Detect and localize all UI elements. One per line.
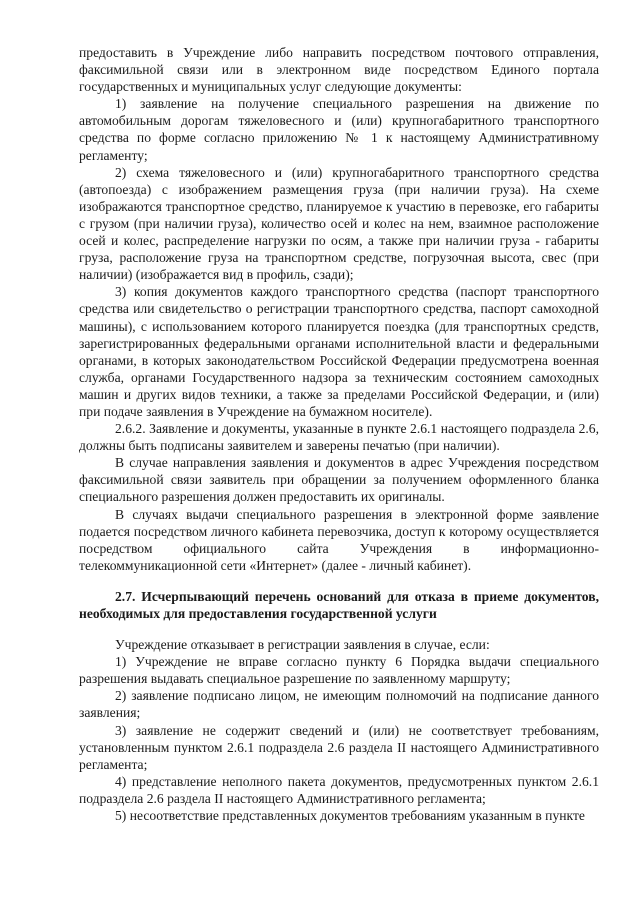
docs-list-item-1: 1) заявление на получение специального разрешения на движение по автомобильным дорогам тяжеловесного и (или) крупногабаритного транспортного средства по форме согласно приложению № 1 к настоящему Административному регламенту; (79, 96, 599, 163)
refusal-item-2: 2) заявление подписано лицом, не имеющим полномочий на подписание данного заявления; (79, 688, 599, 721)
refusal-intro: Учреждение отказывает в регистрации заявления в случае, если: (115, 637, 490, 653)
refusal-item-4: 4) представление неполного пакета документов, предусмотренных пунктом 2.6.1 подраздела 2.6 раздела II настоящего Административного регламента; (79, 773, 599, 806)
section-2-7-heading: 2.7. Исчерпывающий перечень оснований для отказа в приеме документов, необходимых для предоставления государственной услуги (79, 588, 599, 621)
paragraph-fax: В случае направления заявления и документов в адрес Учреждения посредством факсимильной связи заявитель при обращении за получением оформленного бланка специального разрешения должен предоставить их оригиналы. (79, 455, 599, 505)
paragraph-2-6-2: 2.6.2. Заявление и документы, указанные в пункте 2.6.1 настоящего подраздела 2.6, должны быть подписаны заявителем и заверены печатью (при наличии). (79, 421, 599, 454)
paragraph-electronic: В случаях выдачи специального разрешения в электронной форме заявление подается посредством личного кабинета перевозчика, доступ к которому осуществляется посредством официального сайта Учреждения в информационно-телекоммуникационной сети «Интернет» (далее - личный кабинет). (79, 506, 599, 573)
refusal-item-5: 5) несоответствие представленных документов требованиям указанным в пункте (115, 808, 585, 824)
docs-list-item-3: 3) копия документов каждого транспортного средства (паспорт транспортного средства или свидетельство о регистрации транспортного средства, паспорт самоходной машины), с использованием которого планируется поездка (для транспортных средств, зарегистрированных федеральными органами исполнительной власти и федеральными органами, в которых законодательством Российской Федерации предусмотрена военная служба, органами Государственного надзора за техническим состоянием самоходных машин и других видов техники, а также за пределами Российской Федерации, и (или) при подаче заявления в Учреждение на бумажном носителе). (79, 284, 599, 419)
intro-paragraph: предоставить в Учреждение либо направить посредством почтового отправления, факсимильной связи или в электронном виде посредством Единого портала государственных и муниципальных услуг следующие документы: (79, 45, 599, 95)
refusal-item-1: 1) Учреждение не вправе согласно пункту 6 Порядка выдачи специального разрешения выдавать специальное разрешение по заявленному маршруту; (79, 654, 599, 687)
spacer (79, 622, 599, 636)
document-page (79, 44, 599, 824)
docs-list-item-2: 2) схема тяжеловесного и (или) крупногабаритного транспортного средства (автопоезда) с изображением размещения груза (при наличии груза). На схеме изображаются транспортное средство, планируемое к участию в перевозке, его габариты с грузом (при наличии груза), количество осей и колес на нем, взаимное расположение осей и колес, распределение нагрузки по осям, а также при наличии груза - габариты груза, расположение груза на транспортном средстве, погрузочная высота, свес (при наличии) (изображается вид в профиль, сзади); (79, 164, 599, 283)
spacer (79, 574, 599, 588)
refusal-item-3: 3) заявление не содержит сведений и (или) не соответствует требованиям, установленным пунктом 2.6.1 подраздела 2.6 раздела II настоящего Административного регламента; (79, 722, 599, 772)
